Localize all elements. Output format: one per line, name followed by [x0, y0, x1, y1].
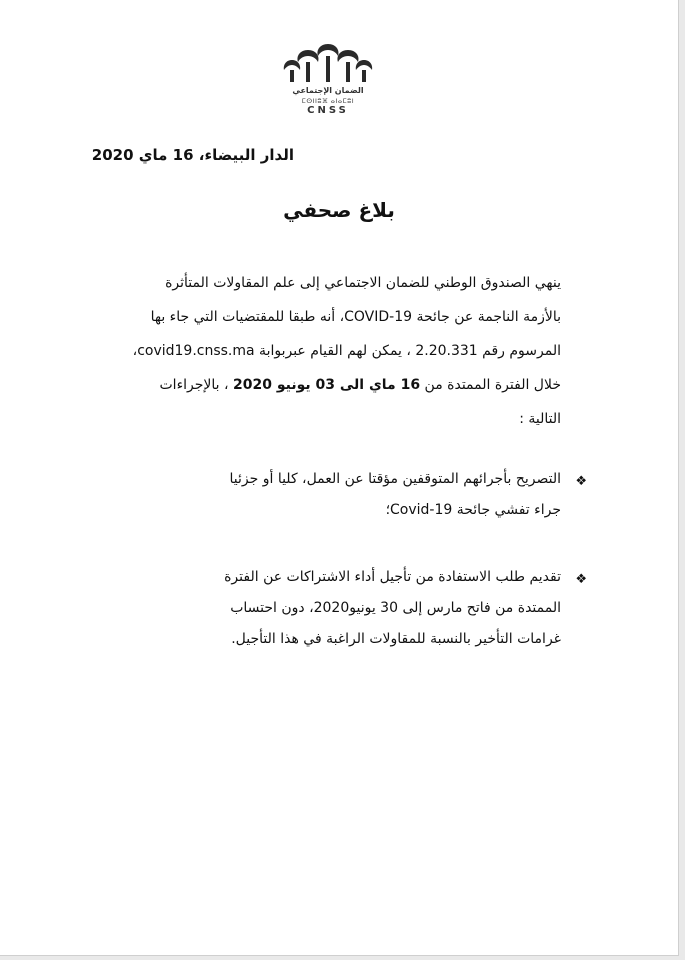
page-title: بلاغ صحفي	[283, 198, 395, 222]
bullet-line: غرامات التأخير بالنسبة للمقاولات الراغبة في هذا التأجيل.	[231, 631, 561, 647]
bullet-line: التصريح بأجرائهم المتوقفين مؤقتا عن العمل، كليا أو جزئيا	[229, 471, 561, 487]
bullet-item	[229, 464, 587, 526]
intro-line: التالية :	[519, 411, 561, 427]
cnss-emblem-icon	[282, 40, 374, 86]
intro-line: ينهي الصندوق الوطني للضمان الاجتماعي إلى علم المقاولات المتأثرة	[165, 275, 561, 291]
date-place: الدار البيضاء،	[198, 146, 294, 164]
logo-arabic-text: الضمان الإجتماعي	[292, 86, 364, 95]
bullet-line: تقديم طلب الاستفادة من تأجيل أداء الاشتراكات عن الفترة	[224, 569, 561, 585]
bullet-line: جراء تفشي جائحة Covid-19؛	[385, 502, 561, 518]
bullet-item	[224, 562, 587, 655]
intro-paragraph	[133, 266, 561, 436]
intro-line4-period: 16 ماي الى 03 يونيو 2020	[233, 377, 421, 393]
bullet-diamond-icon: ❖	[575, 474, 587, 489]
bullet-line: الممتدة من فاتح مارس إلى 30 يونيو2020، دون احتساب	[230, 600, 561, 616]
document-date	[92, 146, 294, 164]
bullet-diamond-icon: ❖	[575, 572, 587, 587]
intro-line: بالأزمة الناجمة عن جائحة COVID-19، أنه طبقا للمقتضيات التي جاء بها	[150, 309, 561, 325]
logo-cnss-text: CNSS	[307, 105, 349, 116]
cnss-logo	[282, 40, 374, 120]
date-day-month: 16 ماي 2020	[91, 146, 194, 164]
logo-tifinagh-text: ⵎⵙⵏⵏⵓⴼ ⴰⵏⴰⵎⵓⵏ	[301, 97, 355, 105]
intro-line: المرسوم رقم 2.20.331 ، يمكن لهم القيام عبربوابة covid19.cnss.ma،	[132, 343, 561, 359]
intro-line4-post: ، بالإجراءات	[159, 377, 229, 393]
intro-line4-pre: خلال الفترة الممتدة من	[424, 377, 561, 393]
intro-line	[133, 368, 561, 402]
